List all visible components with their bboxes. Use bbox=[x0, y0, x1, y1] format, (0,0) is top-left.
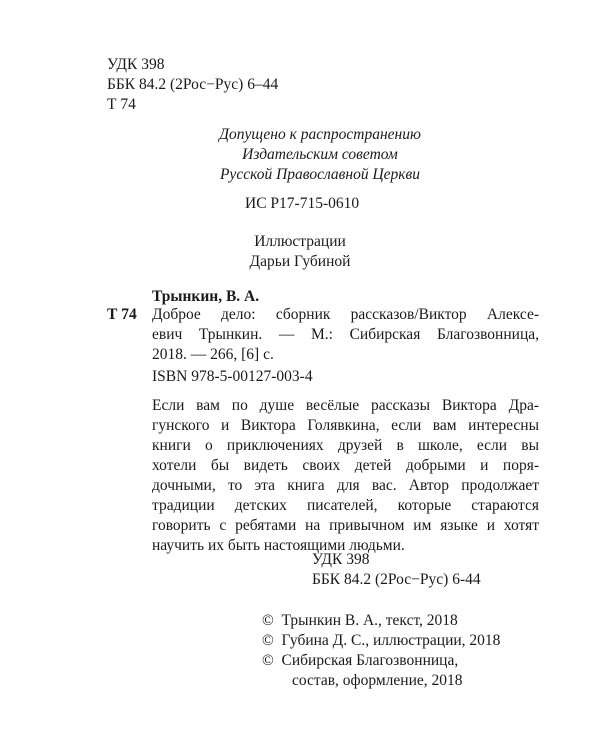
illustrations-credit bbox=[150, 232, 450, 272]
isbn: ISBN 978-5-00127-003-4 bbox=[152, 368, 313, 385]
bbk-code: ББК 84.2 (2Рос−Рус) 6–44 bbox=[107, 76, 279, 93]
illustrations-line: Иллюстрации bbox=[254, 233, 346, 250]
book-description bbox=[152, 305, 539, 365]
header-codes bbox=[107, 55, 278, 115]
copyright-text: состав, оформление, 2018 bbox=[292, 672, 463, 689]
author-heading: Трынкин, В. А. bbox=[152, 288, 260, 305]
annotation-line: гунского и Виктора Голявкина, если вам интересны bbox=[152, 417, 539, 434]
copyright-line bbox=[262, 631, 500, 651]
annotation bbox=[152, 396, 539, 556]
copyright-symbol: © bbox=[262, 652, 274, 669]
copyright-symbol: © bbox=[262, 632, 274, 649]
description-line: Доброе дело: сборник рассказов/Виктор Алексе- bbox=[152, 306, 539, 323]
approval-line: Издательским советом bbox=[242, 146, 398, 163]
description-line: 2018. — 266, [6] с. bbox=[152, 346, 274, 363]
copyright-line bbox=[262, 611, 500, 631]
annotation-line: хотели бы видеть своих детей добрыми и поря- bbox=[152, 457, 539, 474]
approval-line: Русской Православной Церкви bbox=[219, 166, 421, 183]
copyright-text: Трынкин В. А., текст, 2018 bbox=[281, 612, 458, 629]
annotation-line: книги о приключениях друзей в школе, если вы bbox=[152, 437, 539, 454]
annotation-line: научить их быть настоящими людьми. bbox=[152, 537, 405, 554]
copyright-line bbox=[262, 671, 500, 691]
footer-codes bbox=[312, 550, 481, 590]
annotation-line: говорить с ребятами на привычном им языке и хотят bbox=[152, 517, 539, 534]
approval-notice bbox=[150, 125, 490, 185]
annotation-line: дочными, то эта книга для вас. Автор продолжает bbox=[152, 477, 539, 494]
annotation-line: Если вам по душе весёлые рассказы Виктора Дра- bbox=[152, 397, 539, 414]
approval-code: ИС Р17-715-0610 bbox=[245, 195, 360, 212]
footer-udk-code: УДК 398 bbox=[312, 551, 370, 568]
annotation-line: традиции детских писателей, которые стараются bbox=[152, 497, 539, 514]
footer-bbk-code: ББК 84.2 (2Рос−Рус) 6-44 bbox=[312, 571, 481, 588]
copyright-symbol: © bbox=[262, 612, 274, 629]
catalog-side-code: Т 74 bbox=[107, 306, 137, 323]
approval-line: Допущено к распространению bbox=[219, 126, 421, 143]
author-mark: Т 74 bbox=[107, 96, 136, 113]
copyright-text: Сибирская Благозвонница, bbox=[281, 652, 459, 669]
copyright-line bbox=[262, 651, 500, 671]
illustrations-line: Дарьи Губиной bbox=[249, 253, 351, 270]
udk-code: УДК 398 bbox=[107, 56, 165, 73]
copyright-block bbox=[262, 611, 500, 691]
description-line: евич Трынкин. — М.: Сибирская Благозвонница, bbox=[152, 326, 539, 343]
copyright-text: Губина Д. С., иллюстрации, 2018 bbox=[281, 632, 501, 649]
